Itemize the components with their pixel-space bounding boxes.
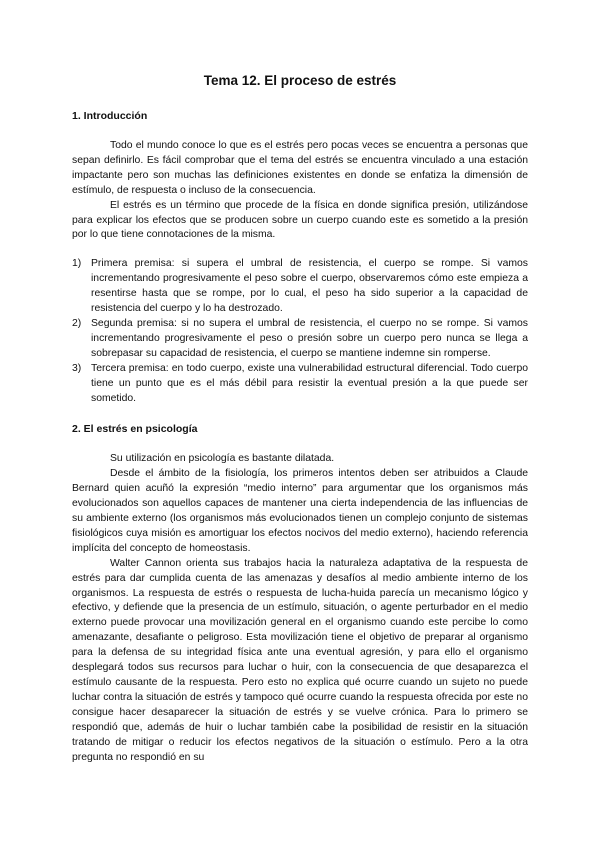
- paragraph: Su utilización en psicología es bastante dilatada.: [110, 453, 335, 465]
- list-item: [72, 257, 528, 317]
- document-title: Tema 12. El proceso de estrés: [203, 73, 397, 88]
- list-number: 2): [72, 317, 82, 329]
- list-item-text: Segunda premisa: si no supera el umbral de resistencia, el cuerpo no se rompe. Si vamos incrementando progresivamente el peso o presión sobre un cuerpo pero nunca se llega a sobrepasar su capacidad de resistencia, el cuerpo se mantiene indemne sin romperse.: [91, 317, 528, 359]
- section-heading-introduccion: 1. Introducción: [72, 110, 148, 122]
- list-item: [72, 362, 528, 407]
- paragraph: Desde el ámbito de la fisiología, los primeros intentos deben ser atribuidos a Claude Bernard quien acuñó la expresión “medio interno” para argumentar que los organismos más evolucionados son aquellos capaces de mantener una cierta independencia de las influencias de su ambiente externo (los organismos más evolucionados tienen un complejo conjunto de sistemas fisiológicos cuya misión es amortiguar los efectos nocivos del medio externo), haciendo referencia implícita del concepto de homeostasis.: [72, 468, 528, 554]
- paragraph: Todo el mundo conoce lo que es el estrés pero pocas veces se encuentra a personas que sepan definirlo. Es fácil comprobar que el tema del estrés se encuentra vinculado a una estación impactante pero son muchas las definiciones existentes en donde se enfatiza la dimensión de estímulo, de respuesta o incluso de la consecuencia.: [72, 140, 528, 196]
- list-item-text: Tercera premisa: en todo cuerpo, existe una vulnerabilidad estructural diferencial. Todo cuerpo tiene un punto que es el más débil para resistir la eventual presión a la que puede ser sometido.: [91, 362, 528, 404]
- document-page: [72, 72, 528, 765]
- list-number: 3): [72, 362, 82, 374]
- list-number: 1): [72, 258, 82, 270]
- paragraph: Walter Cannon orienta sus trabajos hacia la naturaleza adaptativa de la respuesta de estrés para dar cumplida cuenta de las amenazas y desafíos al medio ambiente interno de los organismos. La respuesta de estrés o respuesta de lucha-huida parecía un mecanismo lógico y efectivo, y defiende que la presencia de un estímulo, situación, o agente perturbador en el medio externo puede provocar una movilización general en el organismo cuando este percibe lo como amenazante, desafiante o peligroso. Esta movilización tiene el objetivo de preparar al organismo para la defensa de su integridad física ante una eventual agresión, y para ello el organismo desplegará todos sus recursos para luchar o huir, con la consecuencia de que desaparezca el estímulo causante de la respuesta. Pero esto no explica qué ocurre cuando un sujeto no puede luchar contra la situación de estrés y tampoco qué ocurre cuando la respuesta ofrecida por este no consigue hacer desaparecer la situación de estrés y se vuelve crónica. Para lo primero se respondió que, además de huir o luchar también cabe la posibilidad de resistir en la situación tratando de mitigar o reducir los efectos negativos de la situación o estímulo. Pero a la otra pregunta no respondió en su: [72, 557, 528, 763]
- section-heading-psicologia: 2. El estrés en psicología: [72, 423, 198, 436]
- list-item-text: Primera premisa: si supera el umbral de resistencia, el cuerpo se rompe. Si vamos incrementando progresivamente el peso sobre el cuerpo, observaremos cómo este empieza a resentirse hasta que se rompe, por lo cual, el peso ha sido superior a la capacidad de resistencia del cuerpo y lo ha destrozado.: [91, 258, 528, 315]
- premises-list: [72, 257, 528, 406]
- list-item: [72, 317, 528, 362]
- paragraph: El estrés es un término que procede de la física en donde significa presión, utilizándose para explicar los efectos que se producen sobre un cuerpo cuando este es sometido a la presión por lo que tiene connotaciones de la misma.: [72, 199, 528, 241]
